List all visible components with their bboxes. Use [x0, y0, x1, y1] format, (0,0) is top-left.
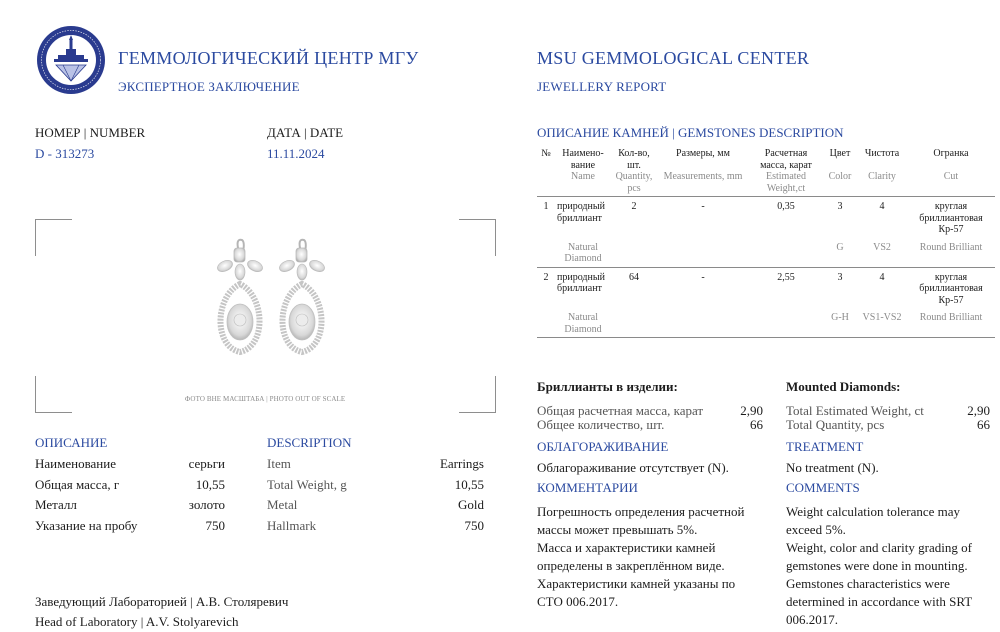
comment-line: массы может превышать 5%.	[537, 522, 698, 537]
col-no-en	[537, 171, 555, 197]
row-name-ru: природный бриллиант	[557, 271, 605, 294]
row-meas: -	[701, 271, 705, 283]
mounted-weight-label-en: Total Estimated Weight, ct	[786, 403, 924, 418]
comments-body-ru	[537, 503, 777, 611]
metal-value-en: Gold	[458, 497, 484, 512]
table-row	[537, 267, 995, 306]
mounted-qty-label-en: Total Quantity, pcs	[786, 417, 885, 432]
weight-label-ru: Общая масса, г	[35, 477, 120, 492]
col-clarity-en: Clarity	[857, 171, 907, 197]
comment-line: 006.2017.	[786, 612, 838, 627]
comments-title-ru: КОММЕНТАРИИ	[537, 480, 638, 495]
row-clarity-ru: 4	[879, 271, 885, 283]
row-color-ru: 3	[837, 201, 843, 212]
mounted-qty-value-en: 66	[977, 417, 990, 432]
comments-title-en: COMMENTS	[786, 480, 860, 495]
title-en: MSU GEMMOLOGICAL CENTER	[537, 48, 810, 68]
earrings-photo	[195, 234, 345, 364]
col-name-ru: Наимено-вание	[562, 148, 604, 171]
row-cut-en: Round Brilliant	[907, 306, 995, 338]
item-value-ru: серьги	[188, 456, 225, 471]
col-color-ru: Цвет	[829, 148, 851, 159]
row-no: 1	[543, 201, 549, 212]
description-title-ru: ОПИСАНИЕ	[35, 435, 108, 450]
col-qty-en: Quantity, pcs	[611, 171, 657, 197]
table-header-en	[537, 171, 995, 197]
col-qty-ru: Кол-во, шт.	[618, 148, 650, 171]
row-qty: 64	[629, 271, 639, 283]
comment-line: Масса и характеристики камней	[537, 540, 716, 555]
comment-line: gemstones were done in mounting.	[786, 558, 968, 573]
table-row-en	[537, 306, 995, 338]
row-name-en: Natural Diamond	[555, 236, 611, 268]
number-label: НОМЕР | NUMBER	[35, 125, 146, 140]
col-clarity-ru: Чистота	[864, 148, 900, 159]
date-label: ДАТА | DATE	[267, 125, 344, 140]
comment-line: определены в закреплённом виде.	[537, 558, 725, 573]
row-clarity-ru: 4	[879, 201, 885, 212]
mounted-title-ru: Бриллианты в изделии:	[537, 379, 678, 394]
col-cut-en: Cut	[907, 171, 995, 197]
comment-line: Характеристики камней указаны по	[537, 576, 736, 591]
treatment-title-ru: ОБЛАГОРАЖИВАНИЕ	[537, 439, 669, 454]
msu-logo-icon	[36, 25, 106, 95]
mounted-weight-value-ru: 2,90	[740, 403, 763, 418]
col-meas-en: Measurements, mm	[657, 171, 749, 197]
comment-line: determined in accordance with SRT	[786, 594, 973, 609]
mounted-qty-value-ru: 66	[750, 417, 763, 432]
signature-ru: Заведующий Лабораторией | А.В. Столяревич	[35, 594, 289, 609]
weight-value-en: 10,55	[454, 477, 484, 492]
date-value: 11.11.2024	[267, 146, 325, 161]
col-weight-ru: Расчетная масса, карат	[760, 148, 812, 171]
hallmark-label-en: Hallmark	[267, 518, 317, 533]
col-cut-ru: Огранка	[933, 148, 969, 159]
hallmark-value-ru: 750	[205, 518, 225, 533]
treatment-text-ru: Облагораживание отсутствует (N).	[537, 460, 729, 475]
col-weight-en: Estimated Weight,ct	[749, 171, 823, 197]
comment-line: Weight, color and clarity grading of	[786, 540, 972, 555]
mounted-qty-label-ru: Общее количество, шт.	[537, 417, 665, 432]
comment-line: Gemstones characteristics were	[786, 576, 950, 591]
number-value: D - 313273	[35, 146, 95, 161]
row-color-en: G	[823, 236, 857, 268]
col-no: №	[541, 148, 551, 159]
row-cut-en: Round Brilliant	[907, 236, 995, 268]
row-weight: 0,35	[777, 201, 795, 212]
row-color-ru: 3	[837, 271, 843, 283]
subtitle-ru: ЭКСПЕРТНОЕ ЗАКЛЮЧЕНИЕ	[118, 79, 300, 94]
signature-en: Head of Laboratory | A.V. Stolyarevich	[35, 614, 239, 629]
mounted-weight-value-en: 2,90	[967, 403, 990, 418]
row-cut-ru: круглая бриллиантовая Кр-57	[919, 201, 983, 235]
comments-body-en	[786, 503, 996, 629]
comment-line: Weight calculation tolerance may	[786, 504, 961, 519]
row-meas: -	[701, 201, 705, 212]
row-cut-ru: круглая бриллиантовая Кр-57	[919, 271, 983, 306]
weight-label-en: Total Weight, g	[267, 477, 347, 492]
table-row-en	[537, 236, 995, 268]
row-clarity-en: VS2	[857, 236, 907, 268]
row-no: 2	[543, 271, 549, 283]
gemstones-title: ОПИСАНИЕ КАМНЕЙ | GEMSTONES DESCRIPTION	[537, 125, 844, 140]
col-color-en: Color	[823, 171, 857, 197]
col-meas-ru: Размеры, мм	[676, 148, 730, 159]
row-clarity-en: VS1-VS2	[857, 306, 907, 338]
mounted-title-en: Mounted Diamonds:	[786, 379, 901, 394]
comment-line: Погрешность определения расчетной	[537, 504, 745, 519]
row-name-ru: природный бриллиант	[557, 201, 605, 224]
row-weight: 2,55	[777, 271, 795, 283]
gemstones-table-wrap	[537, 146, 995, 338]
item-value-en: Earrings	[439, 456, 484, 471]
gemstones-table	[537, 146, 995, 338]
table-row	[537, 197, 995, 236]
treatment-text-en: No treatment (N).	[786, 460, 879, 475]
title-ru: ГЕММОЛОГИЧЕСКИЙ ЦЕНТР МГУ	[118, 48, 419, 68]
metal-label-en: Metal	[267, 497, 298, 512]
comment-line: exceed 5%.	[786, 522, 846, 537]
hallmark-label-ru: Указание на пробу	[35, 518, 138, 533]
metal-value-ru: золото	[188, 497, 225, 512]
row-color-en: G-H	[823, 306, 857, 338]
mounted-weight-label-ru: Общая расчетная масса, карат	[537, 403, 704, 418]
row-name-en: Natural Diamond	[555, 306, 611, 338]
photo-note: ФОТО ВНЕ МАСШТАБА | PHOTO OUT OF SCALE	[184, 395, 346, 403]
subtitle-en: JEWELLERY REPORT	[537, 79, 667, 94]
table-header-ru	[537, 146, 995, 171]
description-title-en: DESCRIPTION	[267, 435, 352, 450]
hallmark-value-en: 750	[464, 518, 484, 533]
comment-line: СТО 006.2017.	[537, 594, 619, 609]
item-label-en: Item	[267, 456, 291, 471]
weight-value-ru: 10,55	[195, 477, 225, 492]
treatment-title-en: TREATMENT	[786, 439, 864, 454]
row-qty: 2	[631, 201, 637, 212]
item-label-ru: Наименование	[35, 456, 116, 471]
col-name-en: Name	[555, 171, 611, 197]
metal-label-ru: Металл	[35, 497, 77, 512]
